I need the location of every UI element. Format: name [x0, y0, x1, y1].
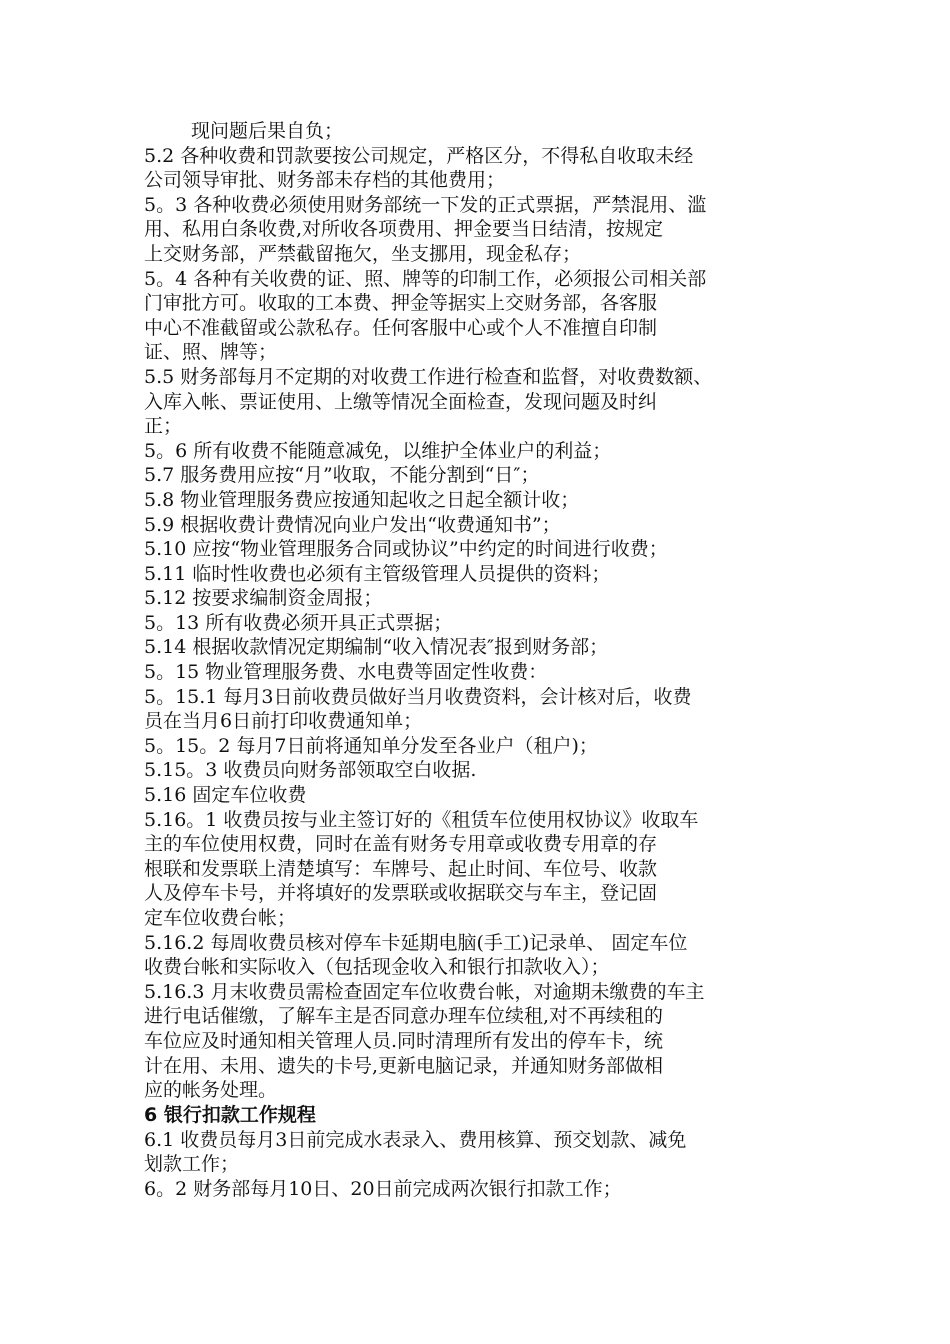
text-line: 收费台帐和实际收入（包括现金收入和银行扣款收入）； — [144, 956, 610, 979]
text-line: 门审批方可。收取的工本费、押金等据实上交财务部，各客服 — [144, 292, 658, 315]
text-line: 5.14 根据收款情况定期编制“收入情况表″报到财务部； — [144, 636, 609, 659]
text-line: 现问题后果自负； — [191, 120, 344, 142]
paragraph-5-16-2 — [144, 931, 834, 980]
paragraph-5-5 — [144, 365, 834, 439]
paragraph-5-8 — [144, 488, 834, 513]
section-heading-6: 6 银行扣款工作规程 — [144, 1103, 316, 1126]
text-line: 进行电话催缴，了解车主是否同意办理车位续租,对不再续租的 — [144, 1005, 664, 1028]
paragraph-5-15-1 — [144, 685, 834, 734]
paragraph-5-10 — [144, 537, 834, 562]
text-line: 5。15。2 每月7日前将通知单分发至各业户（租户)； — [144, 734, 598, 757]
text-line: 5.10 应按“物业管理服务合同或协议”中约定的时间进行收费； — [144, 538, 668, 561]
text-line: 5。13 所有收费必须开具正式票据； — [144, 611, 453, 634]
paragraph-5-4 — [144, 267, 834, 365]
text-line: 划款工作； — [144, 1153, 240, 1176]
text-line: 5.16。1 收费员按与业主签订好的《租赁车位使用权协议》收取车 — [144, 808, 699, 831]
text-line: 5.12 按要求编制资金周报； — [144, 587, 383, 610]
paragraph-6-2 — [144, 1177, 834, 1202]
document-body — [144, 119, 834, 1202]
paragraph-5-7 — [144, 463, 834, 488]
text-line: 5。15 物业管理服务费、水电费等固定性收费： — [144, 661, 548, 684]
paragraph-6-1 — [144, 1128, 834, 1177]
text-line: 5.2 各种收费和罚款要按公司规定，严格区分，不得私自收取未经 — [144, 144, 694, 167]
text-line: 车位应及时通知相关管理人员.同时清理所有发出的停车卡，统 — [144, 1029, 664, 1052]
paragraph-5-15 — [144, 660, 834, 685]
paragraph-5-13 — [144, 611, 834, 636]
text-line: 6。2 财务部每月10日、20日前完成两次银行扣款工作； — [144, 1177, 622, 1200]
text-line: 5.8 物业管理服务费应按通知起收之日起全额计收； — [144, 488, 580, 511]
text-line: 5.9 根据收费计费情况向业户发出“收费通知书”； — [144, 513, 561, 536]
text-line: 人及停车卡号，并将填好的发票联或收据联交与车主，登记固 — [144, 882, 658, 905]
text-line: 5。3 各种收费必须使用财务部统一下发的正式票据，严禁混用、滥 — [144, 193, 707, 216]
text-line: 5.7 服务费用应按“月”收取，不能分割到“日″； — [144, 464, 540, 487]
text-line: 入库入帐、票证使用、上缴等情况全面检查，发现问题及时纠 — [144, 390, 658, 413]
paragraph-5-14 — [144, 635, 834, 660]
paragraph-5-2 — [144, 144, 834, 193]
text-line: 5.16 固定车位收费 — [144, 784, 307, 807]
text-line: 定车位收费台帐； — [144, 907, 297, 929]
text-line: 上交财务部，严禁截留拖欠，坐支挪用，现金私存； — [144, 242, 582, 265]
text-line: 中心不准截留或公款私存。任何客服中心或个人不准擅自印制 — [144, 316, 658, 339]
text-line: 5.16.2 每周收费员核对停车卡延期电脑(手工)记录单、 固定车位 — [144, 931, 688, 954]
text-line: 5.16.3 月末收费员需检查固定车位收费台帐，对逾期未缴费的车主 — [144, 980, 705, 1003]
text-line: 正； — [144, 415, 183, 438]
paragraph-5-12 — [144, 586, 834, 611]
text-line: 主的车位使用权费，同时在盖有财务专用章或收费专用章的存 — [144, 833, 658, 856]
text-line: 5.5 财务部每月不定期的对收费工作进行检查和监督，对收费数额、 — [144, 365, 713, 388]
paragraph-5-11 — [144, 562, 834, 587]
text-line: 5。15.1 每月3日前收费员做好当月收费资料，会计核对后，收费 — [144, 685, 692, 708]
paragraph-5-15-2 — [144, 734, 834, 759]
paragraph-5-3 — [144, 193, 834, 267]
paragraph-continuation — [144, 119, 834, 144]
text-line: 应的帐务处理。 — [144, 1079, 278, 1102]
text-line: 计在用、未用、遗失的卡号,更新电脑记录，并通知财务部做相 — [144, 1054, 664, 1077]
text-line: 5.15。3 收费员向财务部领取空白收据. — [144, 759, 477, 782]
text-line: 员在当月6日前打印收费通知单； — [144, 710, 423, 733]
paragraph-5-6 — [144, 439, 834, 464]
paragraph-5-9 — [144, 513, 834, 538]
paragraph-5-15-3 — [144, 758, 834, 783]
text-line: 6.1 收费员每月3日前完成水表录入、费用核算、预交划款、减免 — [144, 1128, 687, 1151]
text-line: 用、私用白条收费,对所收各项费用、押金要当日结清，按规定 — [144, 218, 664, 241]
text-line: 5.11 临时性收费也必须有主管级管理人员提供的资料； — [144, 562, 611, 585]
paragraph-5-16 — [144, 783, 834, 808]
paragraph-5-16-3 — [144, 980, 834, 1103]
paragraph-5-16-1 — [144, 808, 834, 931]
text-line: 5。6 所有收费不能随意减免，以维护全体业户的利益； — [144, 439, 612, 462]
text-line: 证、照、牌等； — [144, 341, 278, 364]
text-line: 根联和发票联上清楚填写：车牌号、起止时间、车位号、收款 — [144, 857, 658, 880]
text-line: 5。4 各种有关收费的证、照、牌等的印制工作，必须报公司相关部 — [144, 267, 707, 290]
text-line: 公司领导审批、财务部未存档的其他费用； — [144, 169, 506, 192]
